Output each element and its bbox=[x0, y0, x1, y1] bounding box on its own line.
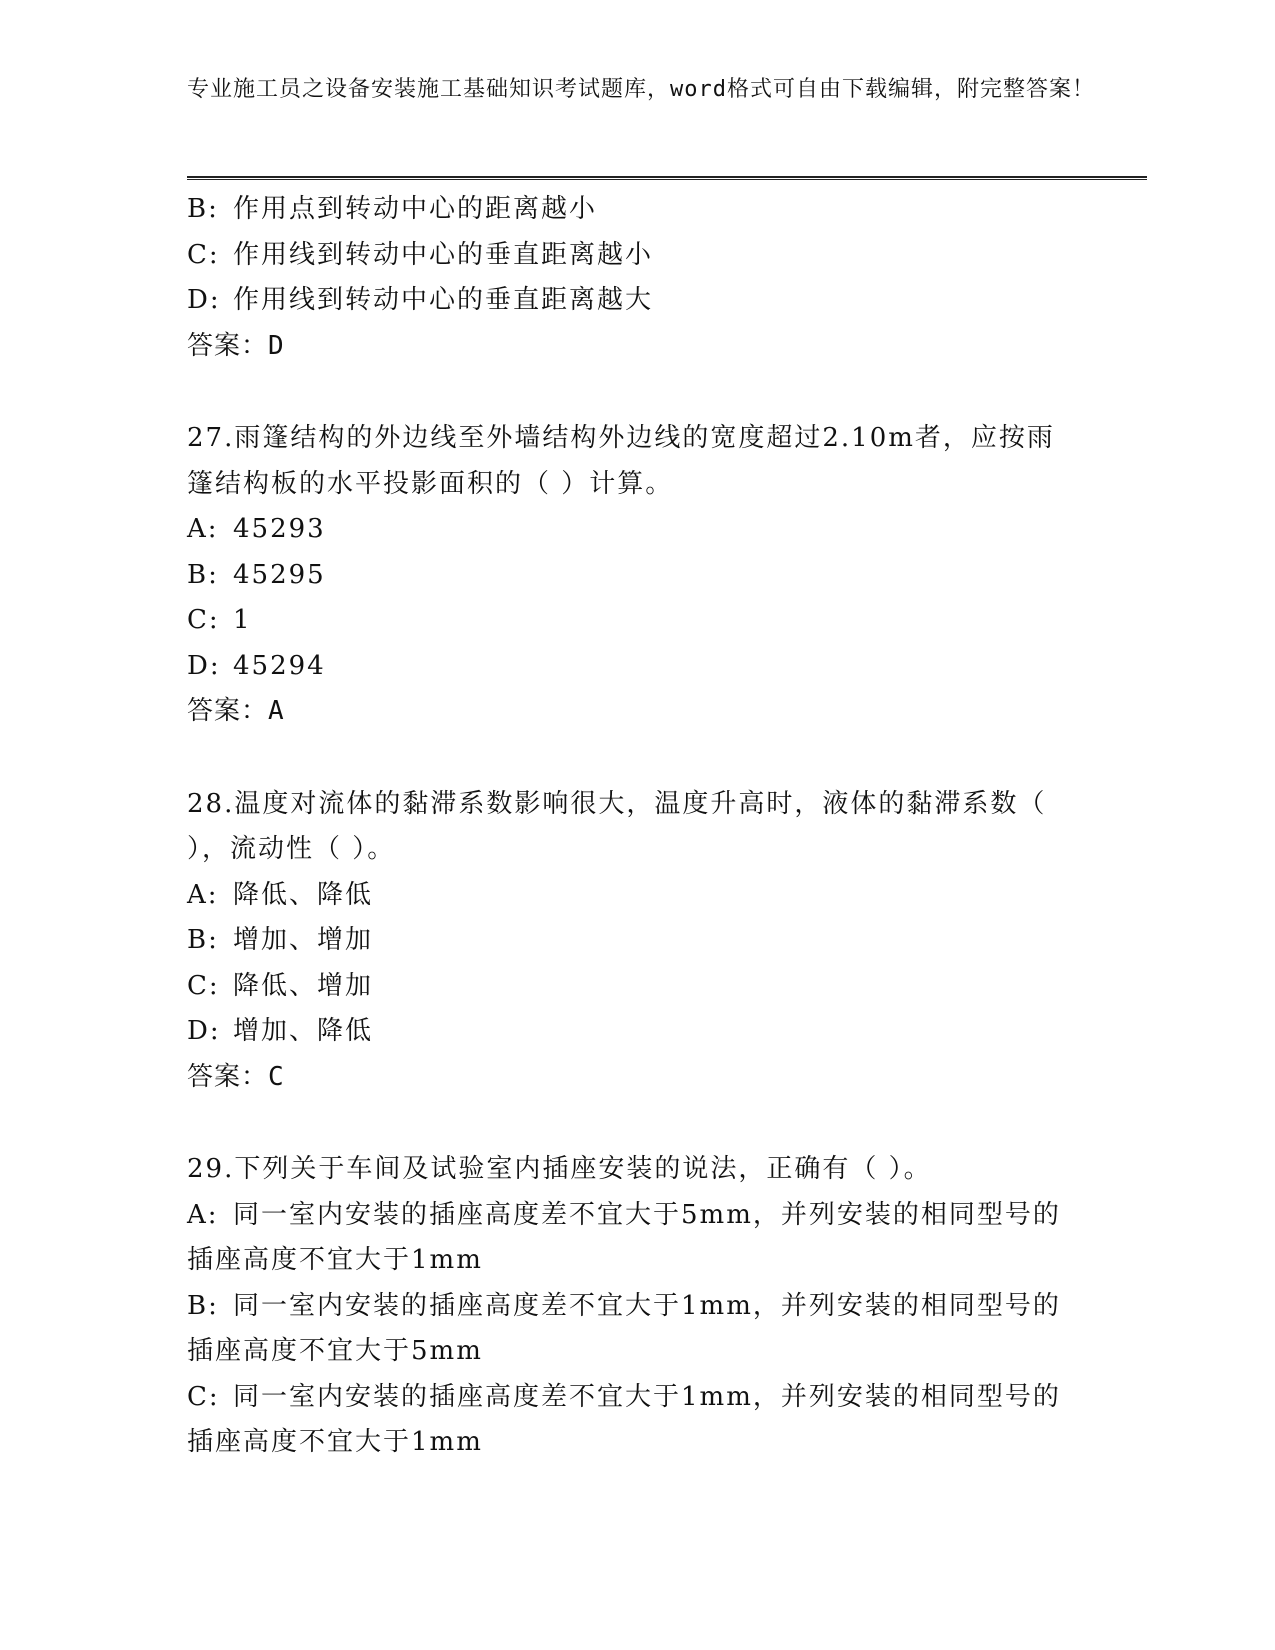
question-list bbox=[187, 187, 1067, 1466]
answer-label: 答案： bbox=[187, 330, 269, 361]
option-d bbox=[187, 644, 1067, 690]
option-label: A: bbox=[187, 1199, 219, 1230]
answer-line bbox=[187, 324, 1067, 370]
option-text: 增加、降低 bbox=[233, 1016, 374, 1046]
header-divider bbox=[187, 176, 1147, 180]
question-28 bbox=[187, 782, 1067, 1101]
option-d bbox=[187, 1009, 1067, 1055]
option-label: D: bbox=[187, 1016, 221, 1046]
option-label: C: bbox=[187, 239, 220, 270]
option-a bbox=[187, 1193, 1067, 1239]
answer-value: D bbox=[268, 330, 285, 361]
answer-line bbox=[187, 689, 1067, 735]
option-label: D: bbox=[187, 650, 221, 681]
option-b bbox=[187, 918, 1067, 964]
option-label: D: bbox=[187, 285, 221, 315]
option-label: B: bbox=[187, 925, 219, 955]
answer-label: 答案： bbox=[187, 696, 269, 726]
question-stem-continued: ），流动性（ ）。 bbox=[187, 834, 396, 864]
answer-label: 答案： bbox=[187, 1061, 269, 1092]
option-text: 同一室内安装的插座高度差不宜大于5mm，并列安装的相同型号的 bbox=[233, 1199, 1061, 1230]
option-text: 作用点到转动中心的距离越小 bbox=[233, 194, 598, 224]
option-label: B: bbox=[187, 559, 219, 590]
option-label: C: bbox=[187, 1381, 220, 1412]
question-stem-continued: 篷结构板的水平投影面积的（ ）计算。 bbox=[187, 468, 674, 499]
option-text: 降低、降低 bbox=[233, 879, 374, 910]
option-text: 同一室内安装的插座高度差不宜大于1mm，并列安装的相同型号的 bbox=[233, 1290, 1061, 1321]
option-a-continued: 插座高度不宜大于1mm bbox=[187, 1245, 483, 1275]
answer-value: A bbox=[268, 696, 285, 726]
question-gap bbox=[187, 735, 1067, 782]
question-stem: 29.下列关于车间及试验室内插座安装的说法，正确有（ ）。 bbox=[187, 1154, 932, 1184]
option-text: 45294 bbox=[233, 650, 326, 681]
option-text: 作用线到转动中心的垂直距离越大 bbox=[233, 285, 654, 315]
answer-line bbox=[187, 1055, 1067, 1101]
question-27 bbox=[187, 416, 1067, 735]
option-d bbox=[187, 278, 1067, 324]
question-26-continued bbox=[187, 187, 1067, 369]
option-text: 降低、增加 bbox=[233, 970, 374, 1001]
option-text: 45295 bbox=[233, 559, 326, 590]
option-b bbox=[187, 553, 1067, 599]
question-29 bbox=[187, 1147, 1067, 1466]
option-label: C: bbox=[187, 970, 220, 1001]
option-c bbox=[187, 964, 1067, 1010]
option-text: 作用线到转动中心的垂直距离越小 bbox=[233, 239, 654, 270]
option-c-continued: 插座高度不宜大于1mm bbox=[187, 1427, 483, 1457]
option-text: 增加、增加 bbox=[233, 925, 374, 955]
question-gap bbox=[187, 369, 1067, 416]
option-c bbox=[187, 1375, 1067, 1421]
answer-value: C bbox=[268, 1061, 285, 1092]
option-label: A: bbox=[187, 879, 219, 910]
option-b bbox=[187, 187, 1067, 233]
question-stem: 27.雨篷结构的外边线至外墙结构外边线的宽度超过2.10m者，应按雨 bbox=[187, 423, 1055, 453]
option-b bbox=[187, 1284, 1067, 1330]
question-gap bbox=[187, 1100, 1067, 1147]
option-label: A: bbox=[187, 514, 219, 544]
option-c bbox=[187, 598, 1067, 644]
option-label: B: bbox=[187, 194, 219, 224]
option-b-continued: 插座高度不宜大于5mm bbox=[187, 1336, 483, 1366]
question-stem: 28.温度对流体的黏滞系数影响很大，温度升高时，液体的黏滞系数（ bbox=[187, 788, 1047, 819]
option-text: 同一室内安装的插座高度差不宜大于1mm，并列安装的相同型号的 bbox=[233, 1381, 1061, 1412]
page-header: 专业施工员之设备安装施工基础知识考试题库，word格式可自由下载编辑，附完整答案！ bbox=[187, 77, 1095, 102]
option-a bbox=[187, 873, 1067, 919]
option-label: C: bbox=[187, 605, 220, 635]
option-a bbox=[187, 507, 1067, 553]
option-c bbox=[187, 233, 1067, 279]
option-text: 1 bbox=[233, 605, 252, 635]
option-label: B: bbox=[187, 1290, 219, 1321]
option-text: 45293 bbox=[233, 514, 326, 544]
